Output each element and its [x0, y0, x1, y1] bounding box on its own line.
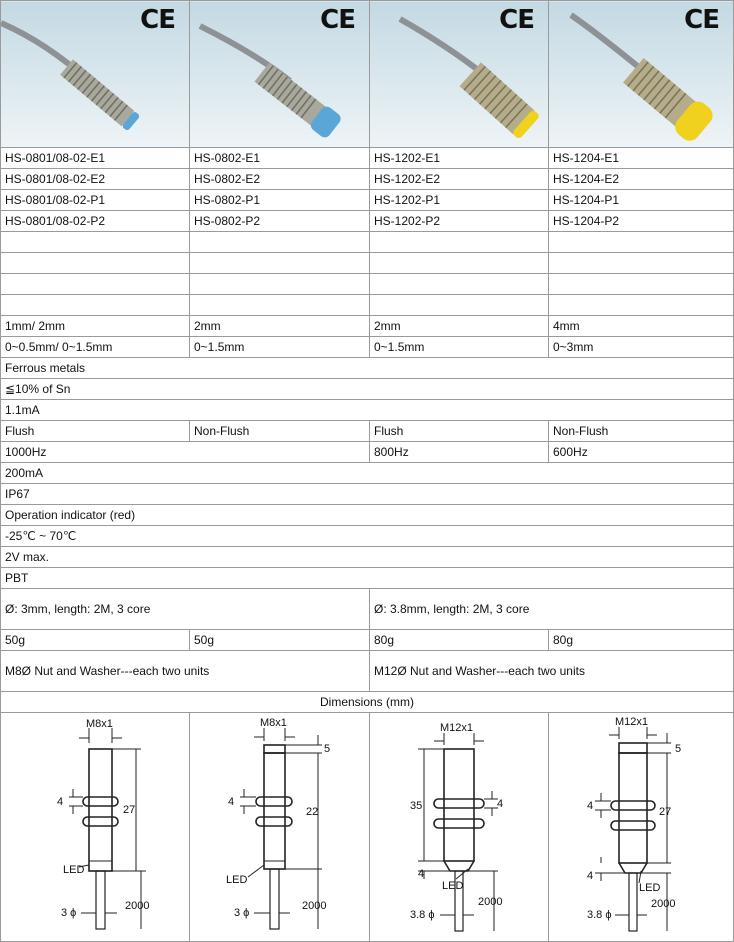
- cap-length-label: 5: [675, 743, 682, 755]
- dimensions-header-row: [1, 692, 734, 713]
- setting-distance-row: [1, 337, 734, 358]
- photo-row: [1, 1, 734, 148]
- mounting-cell: Flush: [370, 421, 549, 442]
- gap-label: 4: [418, 868, 425, 880]
- body-length-label: 27: [123, 804, 136, 816]
- leakage-cell: 1.1mA: [1, 400, 734, 421]
- model-cell: HS-1202-E2: [370, 169, 549, 190]
- empty-row: [1, 253, 734, 274]
- model-cell: HS-1202-E1: [370, 148, 549, 169]
- nut-label: 4: [497, 798, 504, 810]
- thread-label: M12x1: [440, 722, 474, 734]
- hysteresis-cell: ≦10% of Sn: [1, 379, 734, 400]
- dimension-svg: [190, 713, 369, 941]
- frequency-row: [1, 442, 734, 463]
- load-current-row: [1, 463, 734, 484]
- protection-row: [1, 484, 734, 505]
- empty-cell: [1, 253, 190, 274]
- indicator-cell: Operation indicator (red): [1, 505, 734, 526]
- setting-distance-cell: 0~0.5mm/ 0~1.5mm: [1, 337, 190, 358]
- weight-cell: 80g: [370, 630, 549, 651]
- cable-length-label: 2000: [651, 898, 676, 910]
- setting-distance-cell: 0~1.5mm: [190, 337, 370, 358]
- cable-cell: Ø: 3mm, length: 2M, 3 core: [1, 589, 370, 630]
- empty-cell: [549, 253, 734, 274]
- empty-cell: [370, 295, 549, 316]
- mounting-cell: Non-Flush: [190, 421, 370, 442]
- cable-dia-label: 3.8 ϕ: [587, 909, 612, 921]
- product-photo-hs1202: [370, 1, 549, 148]
- dimension-drawing-hs0801: [1, 713, 190, 942]
- cable-length-label: 2000: [478, 896, 503, 908]
- nut-label: 4: [587, 800, 594, 812]
- empty-cell: [190, 253, 370, 274]
- model-cell: HS-0802-E1: [190, 148, 370, 169]
- dimension-drawing-hs0802: [190, 713, 370, 942]
- empty-cell: [1, 295, 190, 316]
- voltage-drop-row: [1, 547, 734, 568]
- product-photo-hs1204: [549, 1, 734, 148]
- material-row: [1, 568, 734, 589]
- model-cell: HS-0801/08-02-E2: [1, 169, 190, 190]
- voltage-drop-cell: 2V max.: [1, 547, 734, 568]
- mounting-row: [1, 421, 734, 442]
- gap-label: 4: [587, 870, 594, 882]
- dimension-drawing-hs1202: [370, 713, 549, 942]
- material-cell: PBT: [1, 568, 734, 589]
- dimension-svg: [1, 713, 189, 941]
- ce-mark: CE: [684, 5, 719, 35]
- empty-cell: [370, 232, 549, 253]
- sensing-distance-row: [1, 316, 734, 337]
- model-cell: HS-1204-E1: [549, 148, 734, 169]
- ce-mark: CE: [140, 5, 175, 35]
- target-cell: Ferrous metals: [1, 358, 734, 379]
- empty-cell: [190, 295, 370, 316]
- accessory-cell: M8Ø Nut and Washer---each two units: [1, 651, 370, 692]
- sensing-distance-cell: 2mm: [190, 316, 370, 337]
- load-current-cell: 200mA: [1, 463, 734, 484]
- empty-cell: [190, 274, 370, 295]
- dimension-drawing-hs1204: [549, 713, 734, 942]
- model-cell: HS-0802-E2: [190, 169, 370, 190]
- sensing-distance-cell: 2mm: [370, 316, 549, 337]
- leakage-row: [1, 400, 734, 421]
- temperature-cell: -25℃ ~ 70℃: [1, 526, 734, 547]
- mounting-cell: Non-Flush: [549, 421, 734, 442]
- thread-label: M8x1: [260, 717, 287, 729]
- sensing-distance-cell: 4mm: [549, 316, 734, 337]
- thread-label: M12x1: [615, 716, 649, 728]
- empty-row: [1, 295, 734, 316]
- dimensions-title: Dimensions (mm): [1, 692, 734, 713]
- led-label: LED: [63, 864, 85, 876]
- hysteresis-row: [1, 379, 734, 400]
- model-cell: HS-1202-P1: [370, 190, 549, 211]
- cable-dia-label: 3.8 ϕ: [410, 909, 435, 921]
- dimensions-row: [1, 713, 734, 942]
- sensing-distance-cell: 1mm/ 2mm: [1, 316, 190, 337]
- model-cell: HS-0801/08-02-E1: [1, 148, 190, 169]
- led-label: LED: [442, 880, 464, 892]
- model-cell: HS-0801/08-02-P2: [1, 211, 190, 232]
- empty-row: [1, 274, 734, 295]
- body-length-label: 35: [410, 800, 423, 812]
- indicator-row: [1, 505, 734, 526]
- product-photo-hs0802: [190, 1, 370, 148]
- nut-label: 4: [57, 796, 64, 808]
- cable-dia-label: 3 ϕ: [234, 907, 250, 919]
- frequency-cell: 600Hz: [549, 442, 734, 463]
- empty-cell: [370, 253, 549, 274]
- led-label: LED: [639, 882, 661, 894]
- body-length-label: 27: [659, 806, 672, 818]
- empty-cell: [1, 232, 190, 253]
- protection-cell: IP67: [1, 484, 734, 505]
- cap-length-label: 5: [324, 743, 331, 755]
- weight-cell: 80g: [549, 630, 734, 651]
- cable-cell: Ø: 3.8mm, length: 2M, 3 core: [370, 589, 734, 630]
- weight-cell: 50g: [190, 630, 370, 651]
- frequency-cell: 800Hz: [370, 442, 549, 463]
- model-cell: HS-1204-P2: [549, 211, 734, 232]
- weight-row: [1, 630, 734, 651]
- dimension-svg: [370, 713, 548, 941]
- empty-row: [1, 232, 734, 253]
- body-length-label: 22: [306, 806, 319, 818]
- cable-length-label: 2000: [302, 900, 327, 912]
- dimension-svg: [549, 713, 733, 941]
- setting-distance-cell: 0~3mm: [549, 337, 734, 358]
- model-cell: HS-1204-P1: [549, 190, 734, 211]
- model-cell: HS-1202-P2: [370, 211, 549, 232]
- cable-row: [1, 589, 734, 630]
- nut-label: 4: [228, 796, 235, 808]
- weight-cell: 50g: [1, 630, 190, 651]
- led-label: LED: [226, 874, 248, 886]
- model-cell: HS-1204-E2: [549, 169, 734, 190]
- empty-cell: [549, 274, 734, 295]
- empty-cell: [549, 295, 734, 316]
- model-cell: HS-0802-P1: [190, 190, 370, 211]
- mounting-cell: Flush: [1, 421, 190, 442]
- temperature-row: [1, 526, 734, 547]
- ce-mark: CE: [320, 5, 355, 35]
- empty-cell: [190, 232, 370, 253]
- cable-length-label: 2000: [125, 900, 150, 912]
- model-cell: HS-0801/08-02-P1: [1, 190, 190, 211]
- product-photo-hs0801: [1, 1, 190, 148]
- ce-mark: CE: [499, 5, 534, 35]
- accessory-row: [1, 651, 734, 692]
- empty-cell: [370, 274, 549, 295]
- frequency-cell: 1000Hz: [1, 442, 370, 463]
- cable-dia-label: 3 ϕ: [61, 907, 77, 919]
- accessory-cell: M12Ø Nut and Washer---each two units: [370, 651, 734, 692]
- model-row: [1, 211, 734, 232]
- empty-cell: [1, 274, 190, 295]
- thread-label: M8x1: [86, 718, 113, 730]
- setting-distance-cell: 0~1.5mm: [370, 337, 549, 358]
- model-row: [1, 190, 734, 211]
- model-row: [1, 169, 734, 190]
- model-cell: HS-0802-P2: [190, 211, 370, 232]
- model-row: [1, 148, 734, 169]
- target-row: [1, 358, 734, 379]
- empty-cell: [549, 232, 734, 253]
